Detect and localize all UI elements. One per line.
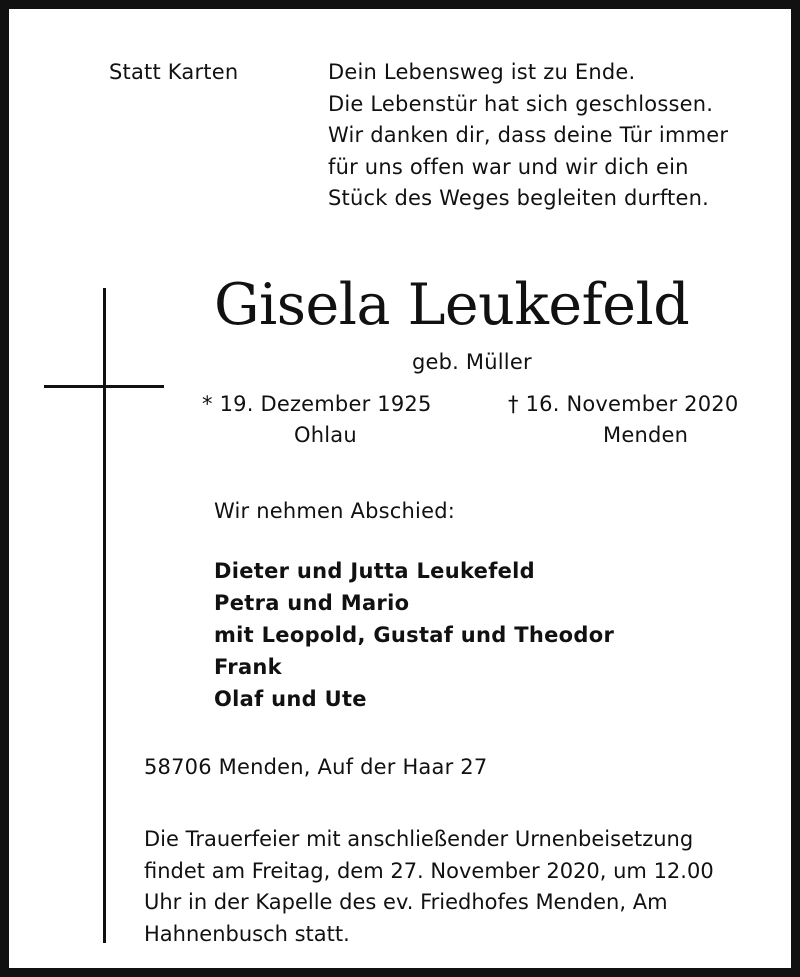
poem-line: Dein Lebensweg ist zu Ende. (328, 60, 636, 84)
ceremony-line: Die Trauerfeier mit anschließender Urnenbeisetzung (144, 827, 694, 851)
ceremony-line: Hahnenbusch statt. (144, 921, 350, 946)
poem-line: Stück des Weges begleiten durften. (328, 186, 709, 210)
mourner-line: Olaf und Ute (214, 687, 367, 711)
ceremony-details (144, 824, 774, 950)
ceremony-line: Uhr in der Kapelle des ev. Friedhofes Menden, Am (144, 890, 668, 914)
poem-line: Wir danken dir, dass deine Tür immer (328, 123, 729, 147)
address: 58706 Menden, Auf der Haar 27 (144, 755, 488, 779)
mourner-line: Frank (214, 655, 282, 679)
death-date: † 16. November 2020 (508, 392, 739, 416)
farewell-intro: Wir nehmen Abschied: (214, 499, 455, 523)
death-place: Menden (603, 423, 689, 447)
maiden-name: geb. Müller (412, 350, 532, 374)
poem-line: Die Lebenstür hat sich geschlossen. (328, 91, 714, 116)
poem (328, 57, 728, 215)
ceremony-line: findet am Freitag, dem 27. November 2020, um 12.00 (144, 858, 714, 883)
mourner-line: Petra und Mario (214, 591, 410, 615)
mourners-list (214, 555, 614, 715)
poem-line: für uns offen war und wir dich ein (328, 154, 689, 179)
birth-place: Ohlau (294, 423, 357, 447)
mourner-line: mit Leopold, Gustaf und Theodor (214, 623, 615, 647)
statt-karten-note: Statt Karten (109, 60, 239, 84)
deceased-name: Gisela Leukefeld (214, 272, 690, 338)
cross-icon-bar (44, 385, 164, 388)
mourner-line: Dieter und Jutta Leukefeld (214, 559, 536, 583)
birth-date: * 19. Dezember 1925 (202, 392, 432, 416)
